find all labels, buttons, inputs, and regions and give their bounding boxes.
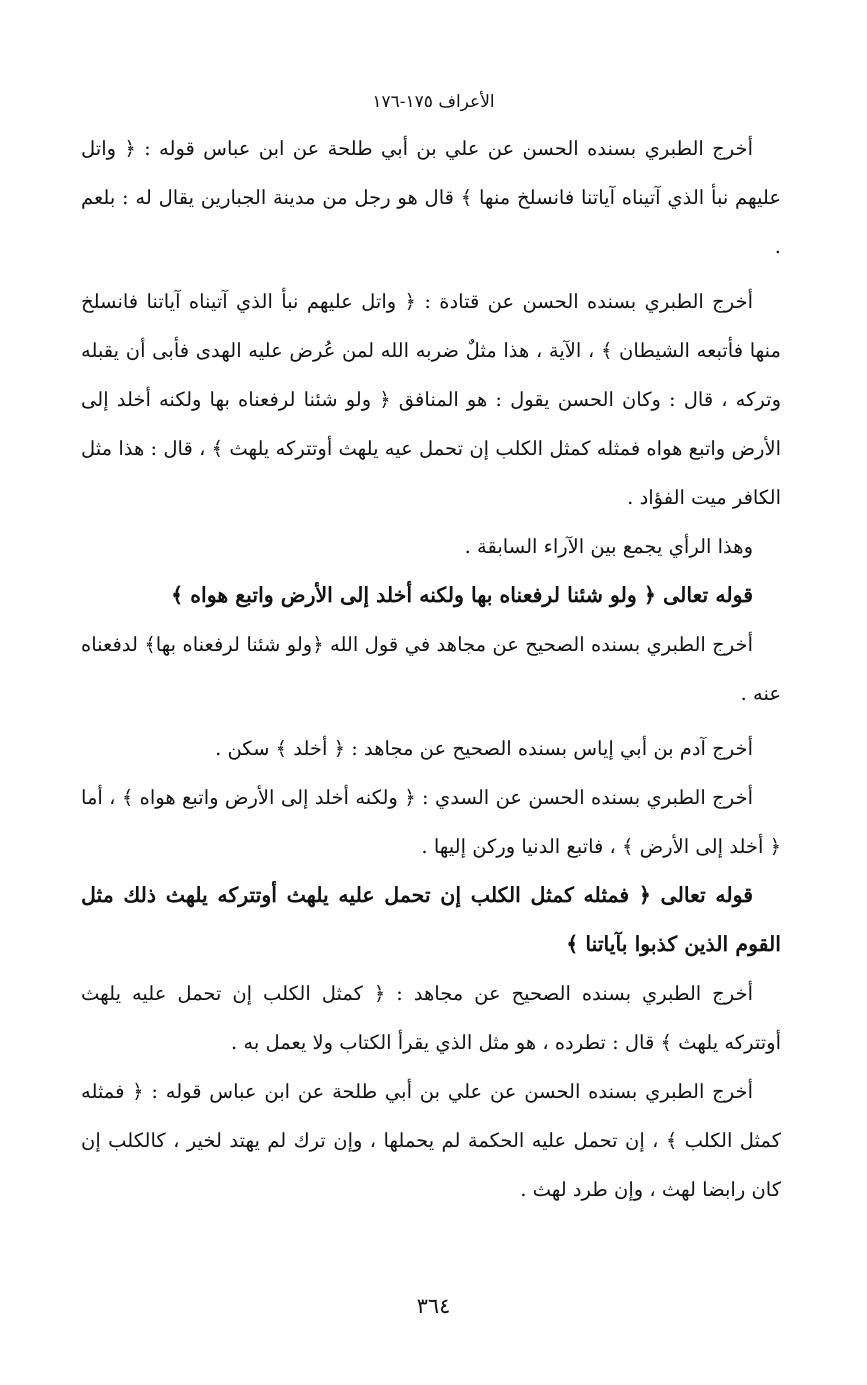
paragraph-tabari-mujahid-kalb: أخرج الطبري بسنده الصحيح عن مجاهد : ﴿ كمثل الكلب إن تحمل عليه يلهث أوتتركه يلهث ﴾ قال : تطرده ، هو مثل الذي يقرأ الكتاب ولا يعمل به . — [81, 982, 781, 1054]
paragraph-tabari-suddi: أخرج الطبري بسنده الحسن عن السدي : ﴿ ولكنه أخلد إلى الأرض واتبع هواه ﴾ ، أما ﴿ أخلد إلى الأرض ﴾ ، فاتبع الدنيا وركن إليها . — [81, 786, 781, 858]
running-header: الأعراف ١٧٥-١٧٦ — [372, 92, 495, 112]
paragraph-tabari-mujahid-rafanahu: أخرج الطبري بسنده الصحيح عن مجاهد في قول الله ﴿ولو شئنا لرفعناه بها﴾ لدفعناه عنه . — [81, 633, 781, 705]
paragraph-tabari-ibn-abbas-kalb: أخرج الطبري بسنده الحسن عن علي بن أبي طلحة عن ابن عباس قوله : ﴿ فمثله كمثل الكلب ﴾ ، إن تحمل عليه الحكمة لم يحملها ، وإن ترك لم يهتد لخير ، كالكلب إن كان رابضا لهث ، وإن طرد لهث . — [81, 1080, 781, 1201]
paragraph-tabari-ibn-abbas-balam: أخرج الطبري بسنده الحسن عن علي بن أبي طلحة عن ابن عباس قوله : ﴿ واتل عليهم نبأ الذي آتيناه آياتنا فانسلخ منها ﴾ قال هو رجل من مدينة الجبارين يقال له : بلعم . — [81, 137, 781, 258]
verse-heading-1: قوله تعالى ﴿ ولو شئنا لرفعناه بها ولكنه أخلد إلى الأرض واتبع هواه ﴾ — [171, 583, 753, 607]
paragraph-author-note: وهذا الرأي يجمع بين الآراء السابقة . — [464, 535, 753, 558]
verse-heading-2: قوله تعالى ﴿ فمثله كمثل الكلب إن تحمل عليه يلهث أوتتركه يلهث ذلك مثل القوم الذين كذبوا بآياتنا ﴾ — [81, 883, 781, 956]
paragraph-tabari-qatada: أخرج الطبري بسنده الحسن عن قتادة : ﴿ واتل عليهم نبأ الذي آتيناه آياتنا فانسلخ منها فأتبعه الشيطان ﴾ ، الآية ، هذا مثلٌ ضربه الله لمن عُرض عليه الهدى فأبى أن يقبله وتركه ، قال : وكان الحسن يقول : هو المنافق ﴿ ولو شئنا لرفعناه بها ولكنه أخلد إلى الأرض واتبع هواه فمثله كمثل الكلب إن تحمل عيه يلهث أوتتركه يلهث ﴾ ، قال : هذا مثل الكافر ميت الفؤاد . — [81, 290, 782, 509]
page-number: ٣٦٤ — [416, 1294, 451, 1318]
paragraph-adam-mujahid-akhlada: أخرج آدم بن أبي إياس بسنده الصحيح عن مجاهد : ﴿ أخلد ﴾ سكن . — [215, 737, 753, 760]
page-body — [81, 124, 781, 1214]
